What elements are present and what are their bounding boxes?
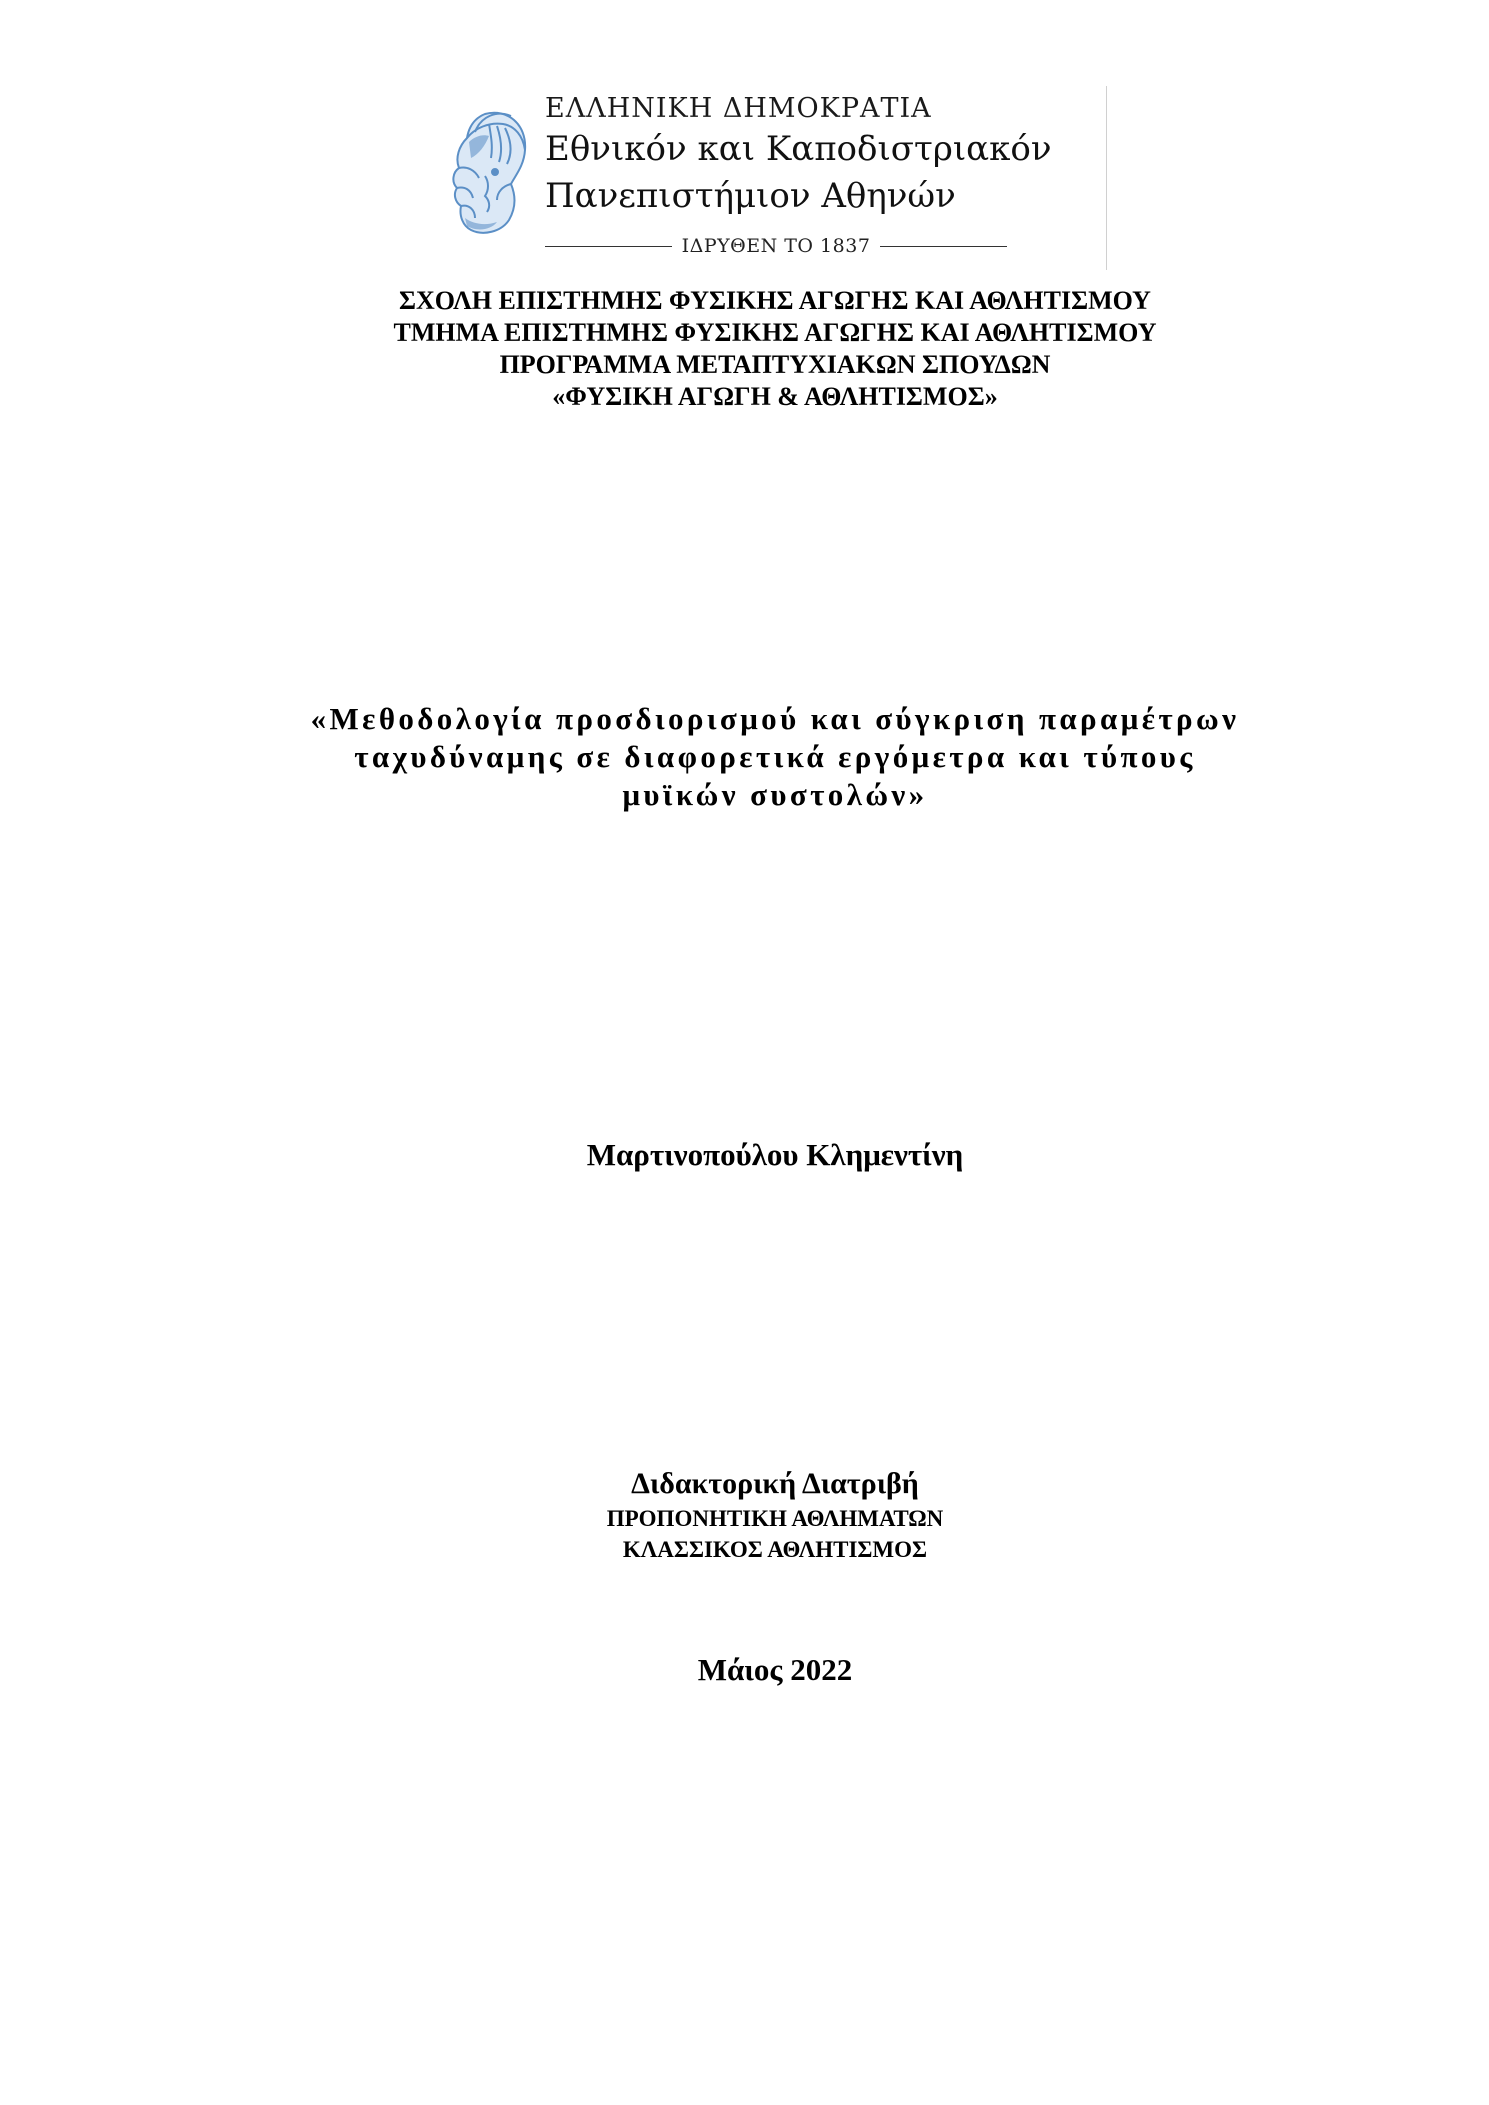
title-line-1: «Μεθοδολογία προσδιορισμού και σύγκριση παραμέτρων xyxy=(310,701,1240,736)
university-name-line1: Εθνικόν και Καποδιστριακόν xyxy=(545,129,1052,169)
university-name-line2: Πανεπιστήμιον Αθηνών xyxy=(545,176,956,216)
logo-text xyxy=(545,92,1105,220)
founded-rule-right xyxy=(880,246,1007,247)
degree-block xyxy=(0,1465,1489,1565)
program-name: «ΦΥΣΙΚΗ ΑΓΩΓΗ & ΑΘΛΗΤΙΣΜΟΣ» xyxy=(552,382,998,411)
school-header xyxy=(0,285,1489,413)
republic-label: ΕΛΛΗΝΙΚΗ ΔΗΜΟΚΡΑΤΙΑ xyxy=(545,93,932,124)
founded-rule-left xyxy=(545,246,672,247)
founded-row xyxy=(545,232,1007,260)
logo-divider xyxy=(1106,86,1107,270)
university-logo xyxy=(445,92,1105,264)
author-name: Μαρτινοπούλου Κλημεντίνη xyxy=(586,1137,964,1172)
department-line: ΤΜΗΜΑ ΕΠΙΣΤΗΜΗΣ ΦΥΣΙΚΗΣ ΑΓΩΓΗΣ ΚΑΙ ΑΘΛΗΤΙΣΜΟΥ xyxy=(393,318,1157,347)
athena-crest-icon xyxy=(445,106,535,240)
program-line: ΠΡΟΓΡΑΜΜΑ ΜΕΤΑΠΤΥΧΙΑΚΩΝ ΣΠΟΥΔΩΝ xyxy=(499,350,1051,379)
degree-specialty: ΚΛΑΣΣΙΚΟΣ ΑΘΛΗΤΙΣΜΟΣ xyxy=(622,1537,928,1562)
submission-date: Μάιος 2022 xyxy=(697,1652,853,1687)
title-line-3: μυϊκών συστολών» xyxy=(622,777,928,812)
degree-type: Διδακτορική Διατριβή xyxy=(631,1467,919,1500)
thesis-title xyxy=(0,700,1489,814)
founded-label: ΙΔΡΥΘΕΝ ΤΟ 1837 xyxy=(681,235,871,257)
title-line-2: ταχυδύναμης σε διαφορετικά εργόμετρα και τύπους xyxy=(354,739,1196,774)
school-line: ΣΧΟΛΗ ΕΠΙΣΤΗΜΗΣ ΦΥΣΙΚΗΣ ΑΓΩΓΗΣ ΚΑΙ ΑΘΛΗΤΙΣΜΟΥ xyxy=(399,286,1151,315)
degree-field: ΠΡΟΠΟΝΗΤΙΚΗ ΑΘΛΗΜΑΤΩΝ xyxy=(606,1506,944,1531)
